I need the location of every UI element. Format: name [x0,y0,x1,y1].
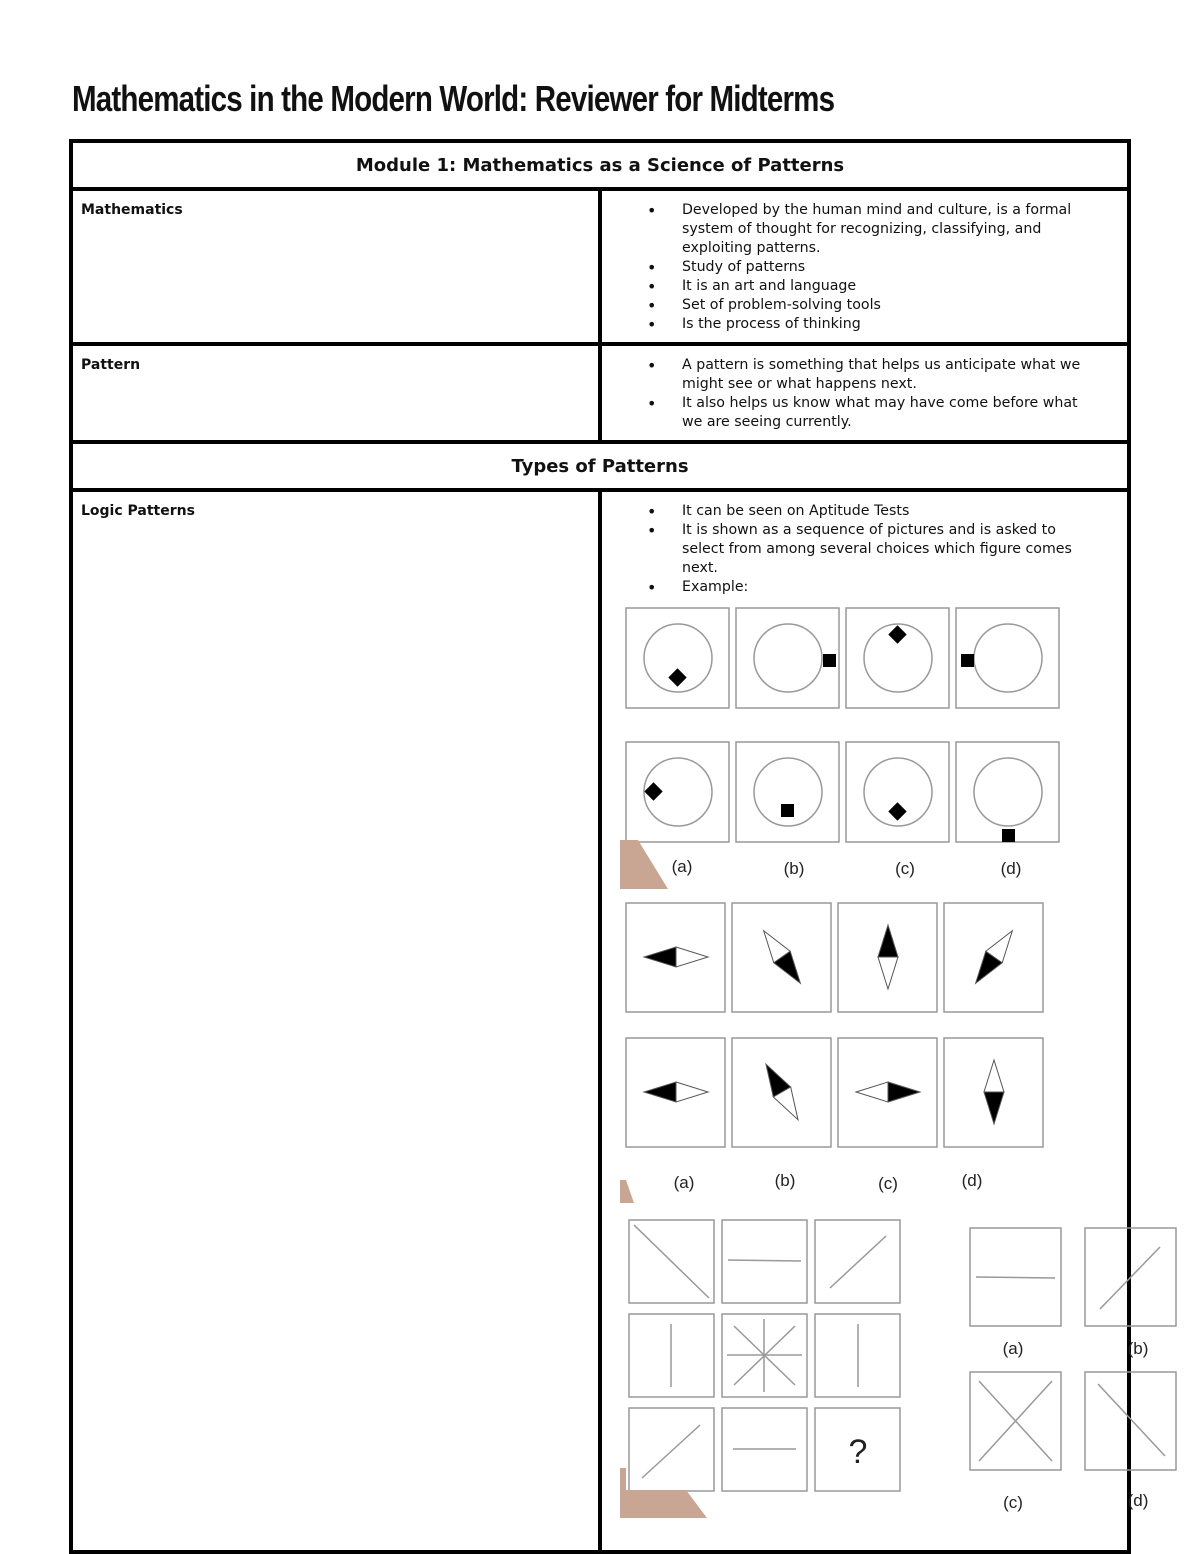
diamond-marker [888,802,906,820]
list-item: • It is an art and language [682,277,1097,296]
list-item: • It is shown as a sequence of pictures and is asked to select from among several choices which figure comes next. [682,521,1097,578]
kite-figure [967,925,1020,989]
choice-label: (c) [878,1174,898,1193]
module-heading: Module 1: Mathematics as a Science of Patterns [71,141,1129,189]
list-item: • Developed by the human mind and culture, is a formal system of thought for recognizing, classifying, and exploiting patterns. [682,201,1097,258]
choice-label: (d) [961,1171,983,1190]
row-label-mathematics: Mathematics [71,189,600,344]
square-marker [781,804,794,817]
pattern-bullets [642,356,1097,432]
document-title: Mathematics in the Modern World: Reviewer for Midterms [72,78,835,119]
choice-label: (b) [783,859,805,878]
example-figures [620,597,1149,1542]
decorative-tab [620,840,668,889]
kite-figure [878,925,898,989]
choice-box [1085,1372,1176,1470]
row-content-logic-patterns [600,490,1149,1552]
square-marker [1002,829,1015,842]
kite-figure [644,1082,708,1102]
kite-figure [757,1059,806,1124]
choice-label: (c) [895,859,915,878]
list-item: • A pattern is something that helps us anticipate what we might see or what happens next. [682,356,1097,394]
sequence-box [846,608,949,708]
row-content-mathematics [600,189,1129,344]
choice-label: (c) [1003,1493,1023,1512]
square-marker [961,654,974,667]
kite-figure [755,925,808,989]
choice-label: (a) [673,1173,695,1192]
list-item: • It also helps us know what may have come before what we are seeing currently. [682,394,1097,432]
matrix-cell [629,1408,714,1491]
choice-label: (a) [671,857,693,876]
choice-label: (d) [1127,1491,1149,1510]
row-label-pattern: Pattern [71,344,600,442]
mathematics-bullets [642,201,1097,334]
reviewer-table [69,139,1149,1554]
row-label-logic-patterns: Logic Patterns [71,490,600,1552]
list-item: • Example: [682,578,1097,597]
list-item: • Set of problem-solving tools [682,296,1097,315]
choice-box [956,742,1059,842]
diamond-marker [888,625,906,643]
choice-box [736,742,839,842]
choice-label: (a) [1002,1339,1024,1358]
decorative-tab [620,1468,707,1518]
choice-box [846,742,949,842]
kite-figure [644,947,708,967]
circle-choice-row [626,742,1059,842]
choice-label: (b) [1127,1339,1149,1358]
diamond-marker [644,782,662,800]
list-item: • Study of patterns [682,258,1097,277]
list-item: • It can be seen on Aptitude Tests [682,502,1097,521]
sequence-box [626,608,729,708]
kite-figure [856,1082,920,1102]
logic-bullets [642,502,1097,597]
row-content-pattern [600,344,1129,442]
question-mark: ? [848,1433,868,1471]
decorative-tab [620,1180,634,1203]
logic-pattern-figures [620,597,1200,1542]
list-item: • Is the process of thinking [682,315,1097,334]
choice-box [626,742,729,842]
diamond-marker [668,668,686,686]
square-marker [823,654,836,667]
circle-sequence-row [626,608,1059,708]
kite-figure [984,1060,1004,1124]
choice-label: (b) [774,1171,796,1190]
choice-label: (d) [1000,859,1022,878]
types-heading: Types of Patterns [71,442,1129,490]
